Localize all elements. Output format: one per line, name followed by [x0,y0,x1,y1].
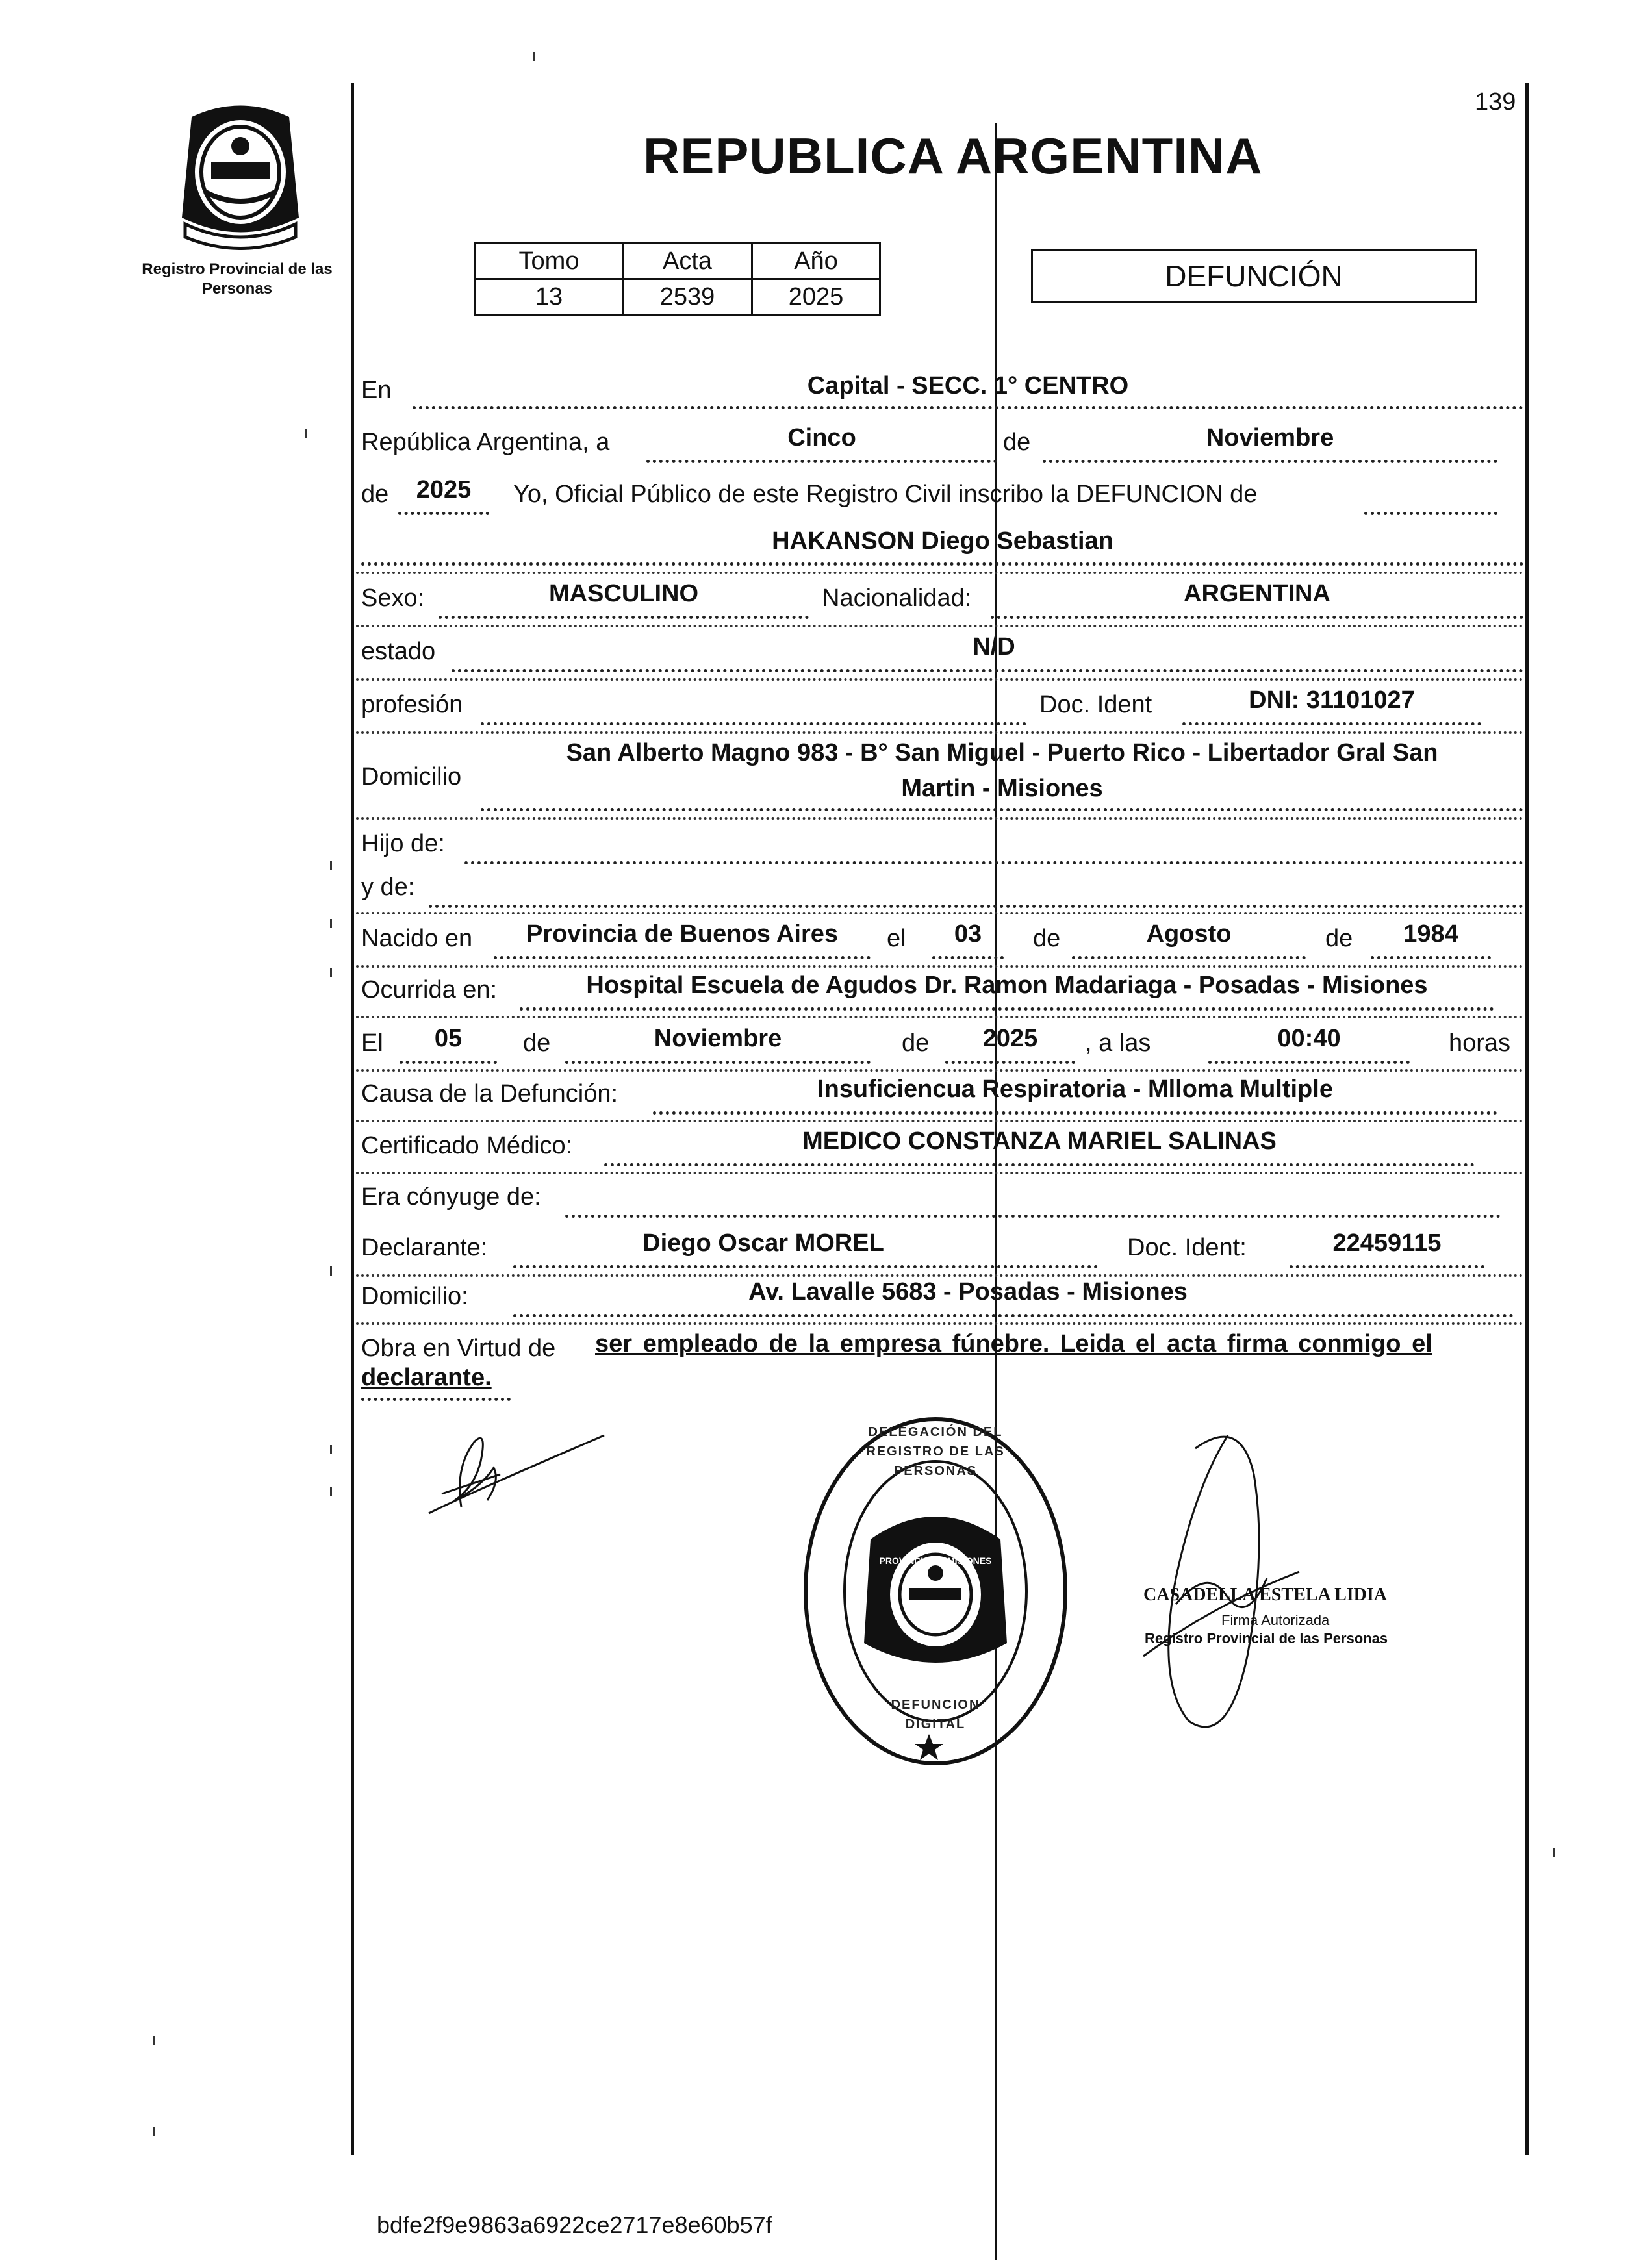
stamp-ring-text: DELEGACIÓN DEL REGISTRO DE LAS PERSONAS [866,1425,1005,1478]
death-time-value: 00:40 [1277,1025,1341,1052]
year-value: 2025 [416,476,472,503]
nacionalidad-line [991,616,1523,619]
separator [356,1016,1523,1018]
declarante-value: Diego Oscar MOREL [642,1229,884,1257]
tomo-header: Tomo [476,244,623,279]
acta-reference-table [474,242,881,316]
document-hash: bdfe2f9e9863a6922ce2717e8e60b57f [377,2211,772,2238]
conyuge-line [565,1215,1501,1218]
domicilio-line1: San Alberto Magno 983 - B° San Miguel - Puerto Rico - Libertador Gral San [566,739,1438,766]
month-word-value: Noviembre [1206,424,1334,451]
separator [356,1322,1523,1325]
death-de-label: de [523,1029,551,1057]
scan-mark [533,52,535,61]
ocurrida-label: Ocurrida en: [361,976,498,1003]
obra-line [361,1398,511,1401]
death-year-line [945,1061,1075,1064]
tomo-value: 13 [476,279,623,315]
causa-label: Causa de la Defunción: [361,1080,618,1107]
scan-mark [153,2036,155,2045]
de-label: de [1003,429,1031,456]
scan-mark [330,919,332,928]
day-line [646,460,997,463]
en-label: En [361,377,392,404]
domicilio-label: Domicilio [361,763,462,790]
death-month-line [565,1061,871,1064]
stamp-inner-text: DEFUNCION DIGITAL [891,1698,980,1732]
stamp-seal-text: PROVINCIA DE MISIONES [879,1556,992,1566]
estado-line [452,669,1523,672]
separator [356,1069,1523,1072]
el2-label: El [361,1029,383,1057]
el-label: el [887,925,906,952]
document-title: REPUBLICA ARGENTINA [643,127,1263,184]
separator [356,1274,1523,1277]
declarante-line [513,1265,1098,1268]
certificado-label: Certificado Médico: [361,1132,573,1159]
decl-dom-value: Av. Lavalle 5683 - Posadas - Misiones [748,1278,1188,1305]
causa-value: Insuficiencua Respiratoria - Mlloma Multiple [817,1076,1333,1103]
day-word-value: Cinco [787,424,856,451]
doc-ident-value: DNI: 31101027 [1249,687,1415,714]
birth-month-value: Agosto [1146,920,1232,948]
yde-line [429,905,1523,908]
separator [356,625,1523,627]
official-name: CASADELLA ESTELA LIDIA [1143,1585,1388,1605]
decl-doc-label: Doc. Ident: [1127,1234,1247,1261]
scan-mark [330,968,332,977]
scan-mark [330,1487,332,1496]
document-type-box: DEFUNCIÓN [1031,249,1477,303]
obra-value-line2: declarante. [361,1364,492,1391]
nacido-label: Nacido en [361,925,473,952]
estado-value: N/D [973,633,1015,661]
nacido-line [494,956,871,959]
separator [356,678,1523,681]
birth-day-value: 03 [954,920,982,948]
separator [356,817,1523,820]
conyuge-label: Era cónyuge de: [361,1183,541,1211]
ocurrida-line [520,1007,1494,1011]
domicilio-line [481,808,1523,811]
sexo-value: MASCULINO [548,580,699,607]
birth-de-label: de [1033,925,1061,952]
death-year-value: 2025 [982,1025,1038,1052]
inscribo-line [1364,512,1497,515]
birth-day-line [932,956,1004,959]
domicilio-line2: Martin - Misiones [901,775,1103,802]
alas-label: , a las [1085,1029,1151,1057]
doc-ident-line [1182,722,1481,725]
sexo-line [439,616,809,619]
decl-doc-line [1290,1265,1484,1268]
hijo-label: Hijo de: [361,830,445,857]
month-line [1043,460,1497,463]
official-office: Registro Provincial de las Personas [1145,1630,1388,1646]
death-place-value: Hospital Escuela de Agudos Dr. Ramon Madariaga - Posadas - Misiones [586,972,1428,999]
anio-value: 2025 [752,279,880,315]
separator [356,965,1523,968]
birth-place-value: Provincia de Buenos Aires [526,920,839,948]
hijo-line [464,861,1523,864]
death-de2-label: de [902,1029,930,1057]
death-day-line [400,1061,497,1064]
obra-label: Obra en Virtud de [361,1335,556,1362]
scan-mark [330,1445,332,1454]
nacionalidad-label: Nacionalidad: [822,585,972,612]
estado-label: estado [361,638,436,665]
horas-label: horas [1449,1029,1511,1057]
separator [356,731,1523,734]
en-line [413,406,1523,409]
republica-label: República Argentina, a [361,429,610,456]
inscribo-text: Yo, Oficial Público de este Registro Civil inscribo la DEFUNCION de [513,481,1258,508]
decl-doc-value: 22459115 [1332,1229,1442,1257]
name-line [361,562,1524,566]
right-margin-line [1525,83,1529,2155]
declarant-signature-icon [416,1416,611,1533]
place-value: Capital - SECC. 1° CENTRO [807,372,1129,399]
nacionalidad-value: ARGENTINA [1184,580,1330,607]
scan-mark [153,2127,155,2136]
death-day-value: 05 [434,1025,463,1052]
doc-ident-label: Doc. Ident [1039,691,1152,718]
separator [356,1120,1523,1122]
profesion-label: profesión [361,691,463,718]
birth-month-line [1072,956,1306,959]
official-signature-icon [1117,1409,1332,1747]
separator [356,912,1523,914]
left-margin-line [351,83,354,2155]
causa-line [653,1111,1497,1115]
year-line [398,512,489,515]
year-prefix-label: de [361,481,389,508]
acta-value: 2539 [623,279,752,315]
sexo-label: Sexo: [361,585,425,612]
page-number: 139 [1475,88,1516,116]
official-role: Firma Autorizada [1221,1612,1330,1628]
birth-de2-label: de [1325,925,1353,952]
deceased-name-value: HAKANSON Diego Sebastian [772,527,1113,555]
separator [356,1172,1523,1174]
death-month-value: Noviembre [654,1025,782,1052]
obra-value-line1: ser empleado de la empresa fúnebre. Leida el acta firma conmigo el [595,1330,1432,1357]
certificado-line [604,1163,1475,1166]
separator [356,572,1523,574]
decl-dom-line [513,1314,1514,1317]
scan-mark [330,861,332,870]
declarante-label: Declarante: [361,1234,488,1261]
death-time-line [1208,1061,1410,1064]
profesion-line [481,722,1026,725]
scan-mark [1553,1848,1555,1857]
province-seal-icon [166,97,315,250]
registry-name: Registro Provincial de las Personas [142,260,333,297]
acta-header: Acta [623,244,752,279]
decl-dom-label: Domicilio: [361,1283,468,1310]
scan-mark [305,429,307,438]
anio-header: Año [752,244,880,279]
scan-mark [330,1266,332,1276]
certificado-value: MEDICO CONSTANZA MARIEL SALINAS [802,1128,1277,1155]
birth-year-line [1371,956,1491,959]
birth-year-value: 1984 [1403,920,1458,948]
yde-label: y de: [361,874,415,901]
